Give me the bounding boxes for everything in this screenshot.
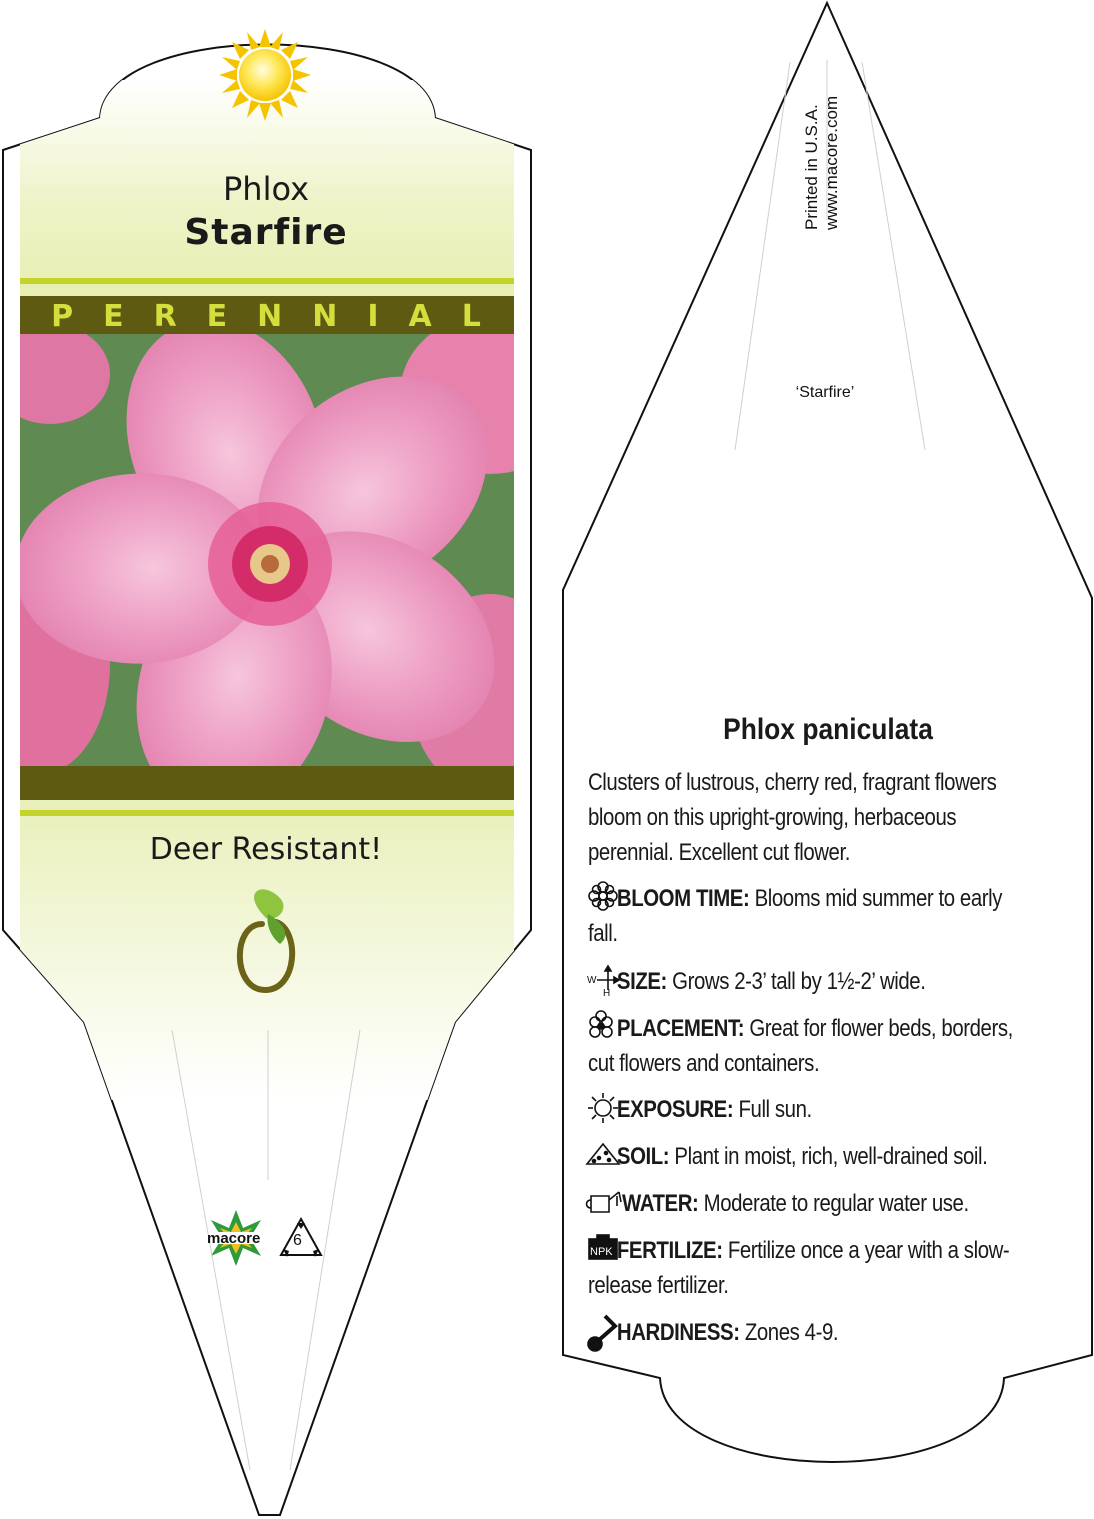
care-exposure	[588, 1092, 1030, 1127]
care-label: HARDINESS:	[616, 1319, 740, 1346]
botanical-name: Phlox paniculata	[723, 713, 933, 746]
care-label: BLOOM TIME:	[616, 885, 750, 912]
care-text: Zones 4-9.	[744, 1319, 839, 1346]
care-label: SIZE:	[616, 968, 667, 995]
flower-photo	[0, 292, 580, 835]
care-text: Great for flower beds, borders, cut flowers and containers.	[588, 1015, 1013, 1077]
care-label: PLACEMENT:	[616, 1015, 745, 1042]
plant-description: Clusters of lustrous, cherry red, fragrant flowers bloom on this upright-growing, herbaceous perennial. Excellent cut flower.	[588, 769, 997, 866]
care-label: SOIL:	[616, 1143, 670, 1170]
feature-label: Deer Resistant!	[149, 832, 383, 867]
size-icon-w: W	[587, 975, 597, 986]
website-url: www.macore.com	[822, 95, 841, 230]
printed-location: Printed in U.S.A.	[802, 104, 821, 230]
print-info	[802, 96, 842, 230]
brand-label: macore	[207, 1230, 261, 1247]
full-sun-icon	[219, 29, 311, 121]
care-text: Moderate to regular water use.	[703, 1190, 969, 1217]
care-bloom-time	[588, 881, 1030, 951]
care-text: Plant in moist, rich, well-drained soil.	[674, 1143, 988, 1170]
size-icon-h: H	[603, 988, 611, 999]
care-placement	[588, 1011, 1030, 1081]
care-text: Grows 2-3’ tall by 1½-2’ wide.	[672, 968, 926, 995]
care-label: EXPOSURE:	[616, 1096, 734, 1123]
care-fertilize	[588, 1233, 1030, 1303]
care-text: Fertilize once a year with a slow-release fertilizer.	[588, 1237, 1010, 1299]
care-size	[588, 964, 1030, 999]
category-label: PERENNIAL	[51, 299, 511, 334]
variety-name: Starfire	[184, 212, 348, 253]
variety-quote: ‘Starfire’	[795, 384, 855, 401]
recycle-code: 6	[293, 1232, 302, 1249]
care-label: WATER:	[622, 1190, 699, 1217]
npk-icon-text: NPK	[590, 1246, 613, 1258]
care-water	[588, 1186, 1030, 1221]
care-soil	[588, 1139, 1030, 1174]
common-name: Phlox	[223, 170, 309, 208]
care-hardiness	[588, 1315, 1030, 1350]
care-text: Blooms mid summer to early fall.	[588, 885, 1003, 947]
care-text: Full sun.	[738, 1096, 812, 1123]
care-label: FERTILIZE:	[616, 1237, 723, 1264]
